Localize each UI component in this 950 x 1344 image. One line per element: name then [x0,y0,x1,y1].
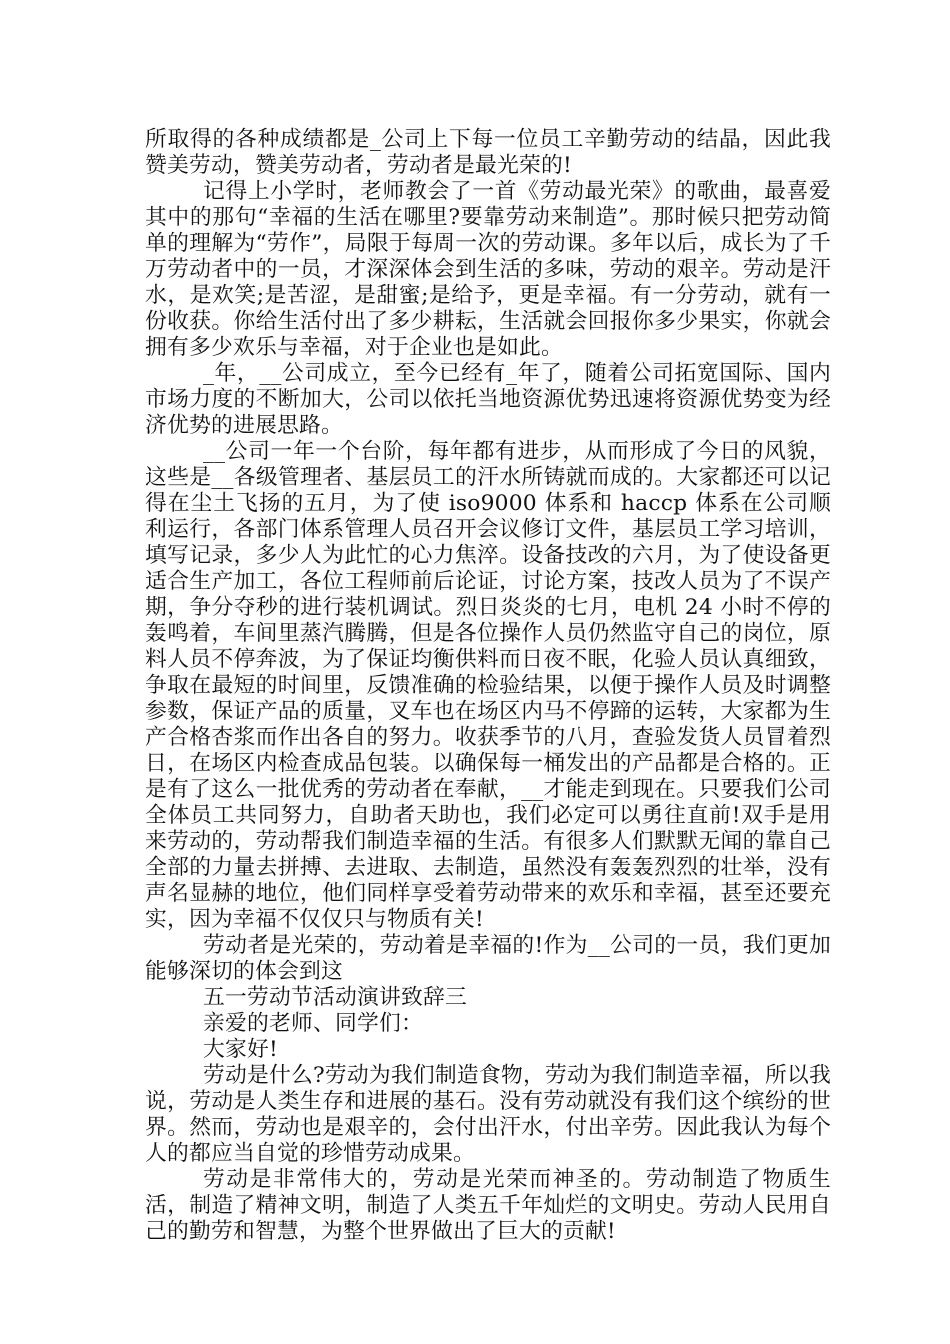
paragraph-3: _年，__公司成立，至今已经有_年了，随着公司拓宽国际、国内市场力度的不断加大，公司以依托当地资源优势迅速将资源优势变为经济优势的进展思路。 [145,361,831,438]
paragraph-5: 劳动者是光荣的，劳动着是幸福的!作为__公司的一员，我们更加能够深切的体会到这 [145,933,831,984]
section-heading: 五一劳动节活动演讲致辞三 [203,985,467,1010]
greeting: 大家好! [203,1037,278,1062]
paragraph-1: 所取得的各种成绩都是_公司上下每一位员工辛勤劳动的结晶，因此我赞美劳动，赞美劳动者，劳动者是最光荣的! [145,127,831,178]
paragraph-4: __公司一年一个台阶，每年都有进步，从而形成了今日的风貌，这些是__各级管理者、基层员工的汗水所铸就而成的。大家都还可以记得在尘土飞扬的五月，为了使 iso9000 体系和 haccp 体系在公司顺利运行，各部门体系管理人员召开会议修订文件，基层员工学习培训，填写记录，多少人为此忙的心力焦淬。设备技改的六月，为了使设备更适合生产加工，各位工程师前后论证，讨论方案，技改人员为了不误产期，争分夺秒的进行装机调试。烈日炎炎的七月，电机 24 小时不停的轰鸣着，车间里蒸汽腾腾，但是各位操作人员仍然监守自己的岗位，原料人员不停奔波，为了保证均衡供料而日夜不眠，化验人员认真细致，争取在最短的时间里，反馈准确的检验结果，以便于操作人员及时调整参数，保证产品的质量，叉车也在场区内马不停蹄的运转，大家都为生产合格杏浆而作出各自的努力。收获季节的八月，查验发货人员冒着烈日，在场区内检查成品包装。以确保每一桶发出的产品都是合格的。正是有了这么一批优秀的劳动者在奉献，__才能走到现在。只要我们公司全体员工共同努力，自助者天助也，我们必定可以勇往直前!双手是用来劳动的，劳动帮我们制造幸福的生活。有很多人们默默无闻的靠自己全部的力量去拼搏、去进取、去制造，虽然没有轰轰烈烈的壮举，没有声名显赫的地位，他们同样享受着劳动带来的欢乐和幸福，甚至还要充实，因为幸福不仅仅只与物质有关! [145,439,831,932]
salutation: 亲爱的老师、同学们： [203,1011,423,1036]
document-page [145,127,831,1245]
paragraph-7: 劳动是非常伟大的，劳动是光荣而神圣的。劳动制造了物质生活，制造了精神文明，制造了人类五千年灿烂的文明史。劳动人民用自己的勤劳和智慧，为整个世界做出了巨大的贡献! [145,1167,831,1244]
paragraph-2: 记得上小学时，老师教会了一首《劳动最光荣》的歌曲，最喜爱其中的那句“幸福的生活在哪里?要靠劳动来制造”。那时候只把劳动简单的理解为“劳作”，局限于每周一次的劳动课。多年以后，成长为了千万劳动者中的一员，才深深体会到生活的多味，劳动的艰辛。劳动是汗水，是欢笑;是苦涩，是甜蜜;是给予，更是幸福。有一分劳动，就有一份收获。你给生活付出了多少耕耘，生活就会回报你多少果实，你就会拥有多少欢乐与幸福，对于企业也是如此。 [145,179,831,360]
paragraph-6: 劳动是什么?劳动为我们制造食物，劳动为我们制造幸福，所以我说，劳动是人类生存和进展的基石。没有劳动就没有我们这个缤纷的世界。然而，劳动也是艰辛的，会付出汗水，付出辛劳。因此我认为每个人的都应当自觉的珍惜劳动成果。 [145,1063,831,1166]
